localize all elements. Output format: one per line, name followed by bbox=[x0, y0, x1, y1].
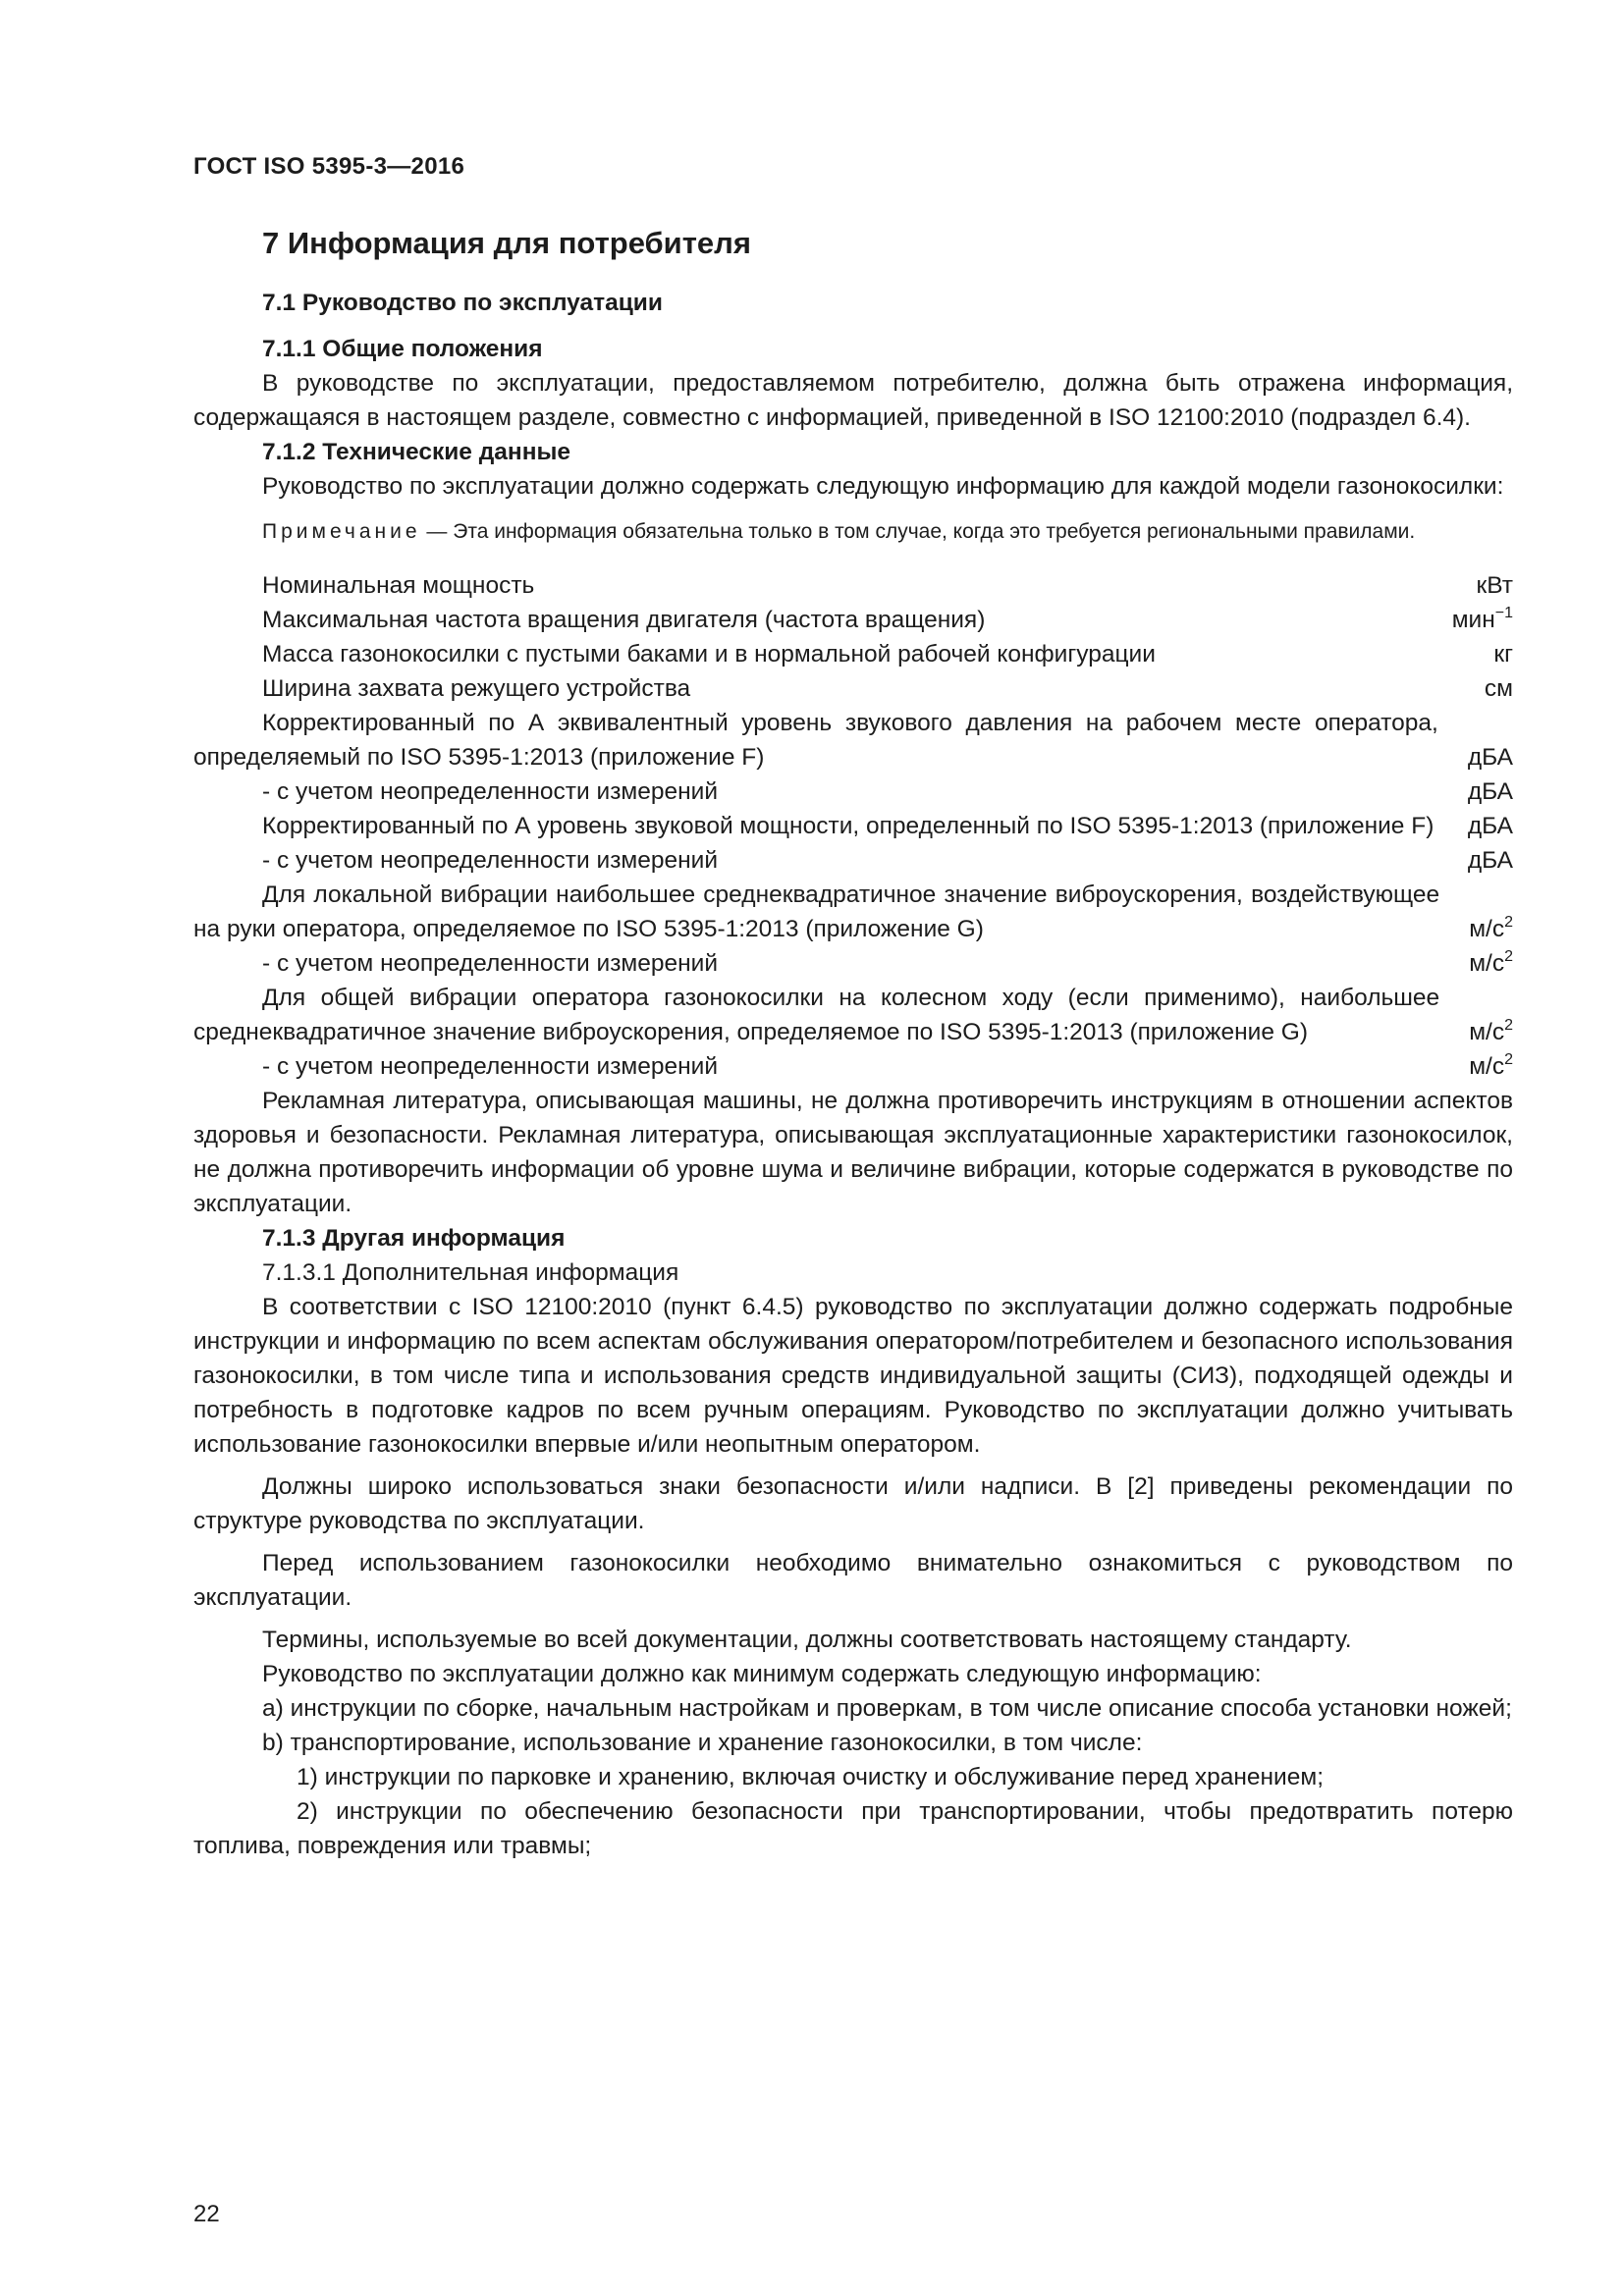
additional-info-title: 7.1.3.1 Дополнительная информация bbox=[262, 1259, 679, 1286]
spec-text: Масса газонокосилки с пустыми баками и в нормальной рабочей конфигурации bbox=[262, 641, 1156, 667]
section-title: 7 Информация для потребителя bbox=[262, 226, 751, 260]
spec-text: - с учетом неопределенности измерений bbox=[262, 847, 719, 874]
subsection-title: 7.1 Руководство по эксплуатации bbox=[262, 290, 663, 316]
spec-row bbox=[193, 774, 1513, 809]
spec-text: Ширина захвата режущего устройства bbox=[262, 675, 691, 702]
spec-unit: см bbox=[1484, 675, 1513, 702]
note-label: Примечание bbox=[262, 520, 421, 543]
spec-row bbox=[193, 671, 1513, 706]
spec-unit: $м/с^2$ bbox=[1469, 948, 1513, 977]
other-title: 7.1.3 Другая информация bbox=[262, 1225, 566, 1252]
spec-unit: кВт bbox=[1476, 572, 1513, 599]
list-item-b: b) транспортирование, использование и хранение газонокосилки, в том числе: bbox=[262, 1730, 1143, 1756]
spec-row bbox=[193, 706, 1513, 774]
page-number: 22 bbox=[193, 2201, 220, 2227]
general-text: В руководстве по эксплуатации, предоставляемом потребителю, должна быть отражена информация, содержащаяся в настоящем разделе, совместно с информацией, приведенной в ISO 12100:2010 (подраздел 6.4). bbox=[193, 370, 1513, 431]
note bbox=[193, 517, 1513, 547]
page-content bbox=[193, 224, 1513, 1863]
spec-text: Для локальной вибрации наибольшее среднеквадратичное значение виброускорения, воздействующее на руки оператора, определяемое по ISO 5395-1:2013 (приложение G) bbox=[193, 881, 1440, 942]
paragraph: Должны широко использоваться знаки безопасности и/или надписи. В [2] приведены рекомендации по структуре руководства по эксплуатации. bbox=[193, 1473, 1513, 1534]
spec-text: Номинальная мощность bbox=[262, 572, 535, 599]
spec-text: Для общей вибрации оператора газонокосилки на колесном ходу (если применимо), наибольшее среднеквадратичное значение виброускорения, определяемое по ISO 5395-1:2013 (приложение G) bbox=[193, 985, 1440, 1045]
spec-unit: $м/с^2$ bbox=[1469, 1017, 1513, 1045]
spec-unit: $м/с^2$ bbox=[1469, 914, 1513, 942]
technical-title: 7.1.2 Технические данные bbox=[262, 439, 571, 465]
spec-unit: дБА bbox=[1467, 847, 1513, 874]
note-text: — Эта информация обязательна только в том случае, когда это требуется региональными правилами. bbox=[420, 520, 1416, 543]
paragraph: Перед использованием газонокосилки необходимо внимательно ознакомиться с руководством по эксплуатации. bbox=[193, 1550, 1513, 1611]
list-item-a: а) инструкции по сборке, начальным настройкам и проверкам, в том числе описание способа установки ножей; bbox=[262, 1695, 1512, 1722]
spec-row bbox=[193, 809, 1513, 843]
paragraph: Руководство по эксплуатации должно как минимум содержать следующую информацию: bbox=[262, 1661, 1262, 1687]
spec-row bbox=[193, 946, 1513, 981]
spec-row bbox=[193, 878, 1513, 946]
advertising-text: Рекламная литература, описывающая машины, не должна противоречить инструкциям в отношении аспектов здоровья и безопасности. Рекламная литература, описывающая эксплуатационные характеристики газонокосилок, не должна противоречить информации об уровне шума и величине вибрации, которые содержатся в руководстве по эксплуатации. bbox=[193, 1088, 1513, 1217]
spec-text: Корректированный по А эквивалентный уровень звукового давления на рабочем месте оператора, определяемый по ISO 5395-1:2013 (приложение F) bbox=[193, 710, 1438, 771]
spec-row bbox=[193, 843, 1513, 878]
spec-text: - с учетом неопределенности измерений bbox=[262, 950, 719, 977]
spec-text: Корректированный по А уровень звуковой мощности, определенный по ISO 5395-1:2013 (приложение F) bbox=[262, 813, 1435, 839]
specs-list bbox=[193, 568, 1513, 1084]
spec-row bbox=[193, 981, 1513, 1049]
spec-unit: $м/с^2$ bbox=[1469, 1051, 1513, 1080]
spec-row bbox=[193, 1049, 1513, 1084]
spec-unit: дБА bbox=[1467, 813, 1513, 839]
spec-text: Максимальная частота вращения двигателя (частота вращения) bbox=[262, 607, 986, 633]
spec-unit: дБА bbox=[1467, 744, 1513, 771]
general-title: 7.1.1 Общие положения bbox=[262, 336, 543, 362]
spec-row bbox=[193, 568, 1513, 603]
running-header: ГОСТ ISO 5395-3—2016 bbox=[193, 153, 465, 180]
technical-intro: Руководство по эксплуатации должно содержать следующую информацию для каждой модели газонокосилки: bbox=[262, 473, 1504, 500]
list-subitem-2: 2) инструкции по обеспечению безопасности при транспортировании, чтобы предотвратить потерю топлива, повреждения или травмы; bbox=[193, 1798, 1513, 1859]
paragraph: Термины, используемые во всей документации, должны соответствовать настоящему стандарту. bbox=[262, 1627, 1352, 1653]
spec-unit: дБА bbox=[1467, 778, 1513, 805]
spec-row bbox=[193, 603, 1513, 637]
spec-text: - с учетом неопределенности измерений bbox=[262, 778, 719, 805]
spec-text: - с учетом неопределенности измерений bbox=[262, 1053, 719, 1080]
list-subitem-1: 1) инструкции по парковке и хранению, включая очистку и обслуживание перед хранением; bbox=[297, 1764, 1324, 1790]
spec-row bbox=[193, 637, 1513, 671]
spec-unit: мин$^{-1}$ bbox=[1451, 605, 1513, 633]
paragraph: В соответствии с ISO 12100:2010 (пункт 6.4.5) руководство по эксплуатации должно содержать подробные инструкции и информацию по всем аспектам обслуживания оператором/потребителем и безопасного использования газонокосилки, в том числе типа и использования средств индивидуальной защиты (СИЗ), подходящей одежды и потребность в подготовке кадров по всем ручным операциям. Руководство по эксплуатации должно учитывать использование газонокосилки впервые и/или неопытным оператором. bbox=[193, 1294, 1513, 1458]
spec-unit: кг bbox=[1493, 641, 1513, 667]
